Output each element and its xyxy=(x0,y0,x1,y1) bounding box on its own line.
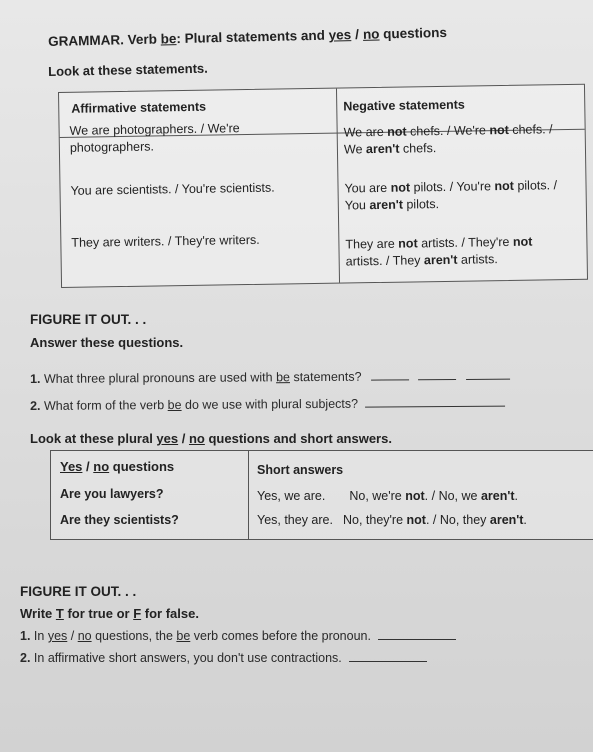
answer-blank[interactable] xyxy=(378,627,456,640)
true-false-instruction: Write T for true or F for false. xyxy=(20,606,199,621)
statements-table xyxy=(58,84,588,288)
short-answers-instruction: Look at these plural yes / no questions and short answers. xyxy=(30,431,392,446)
answer-blank[interactable] xyxy=(349,649,427,662)
affirmative-row-2: You are scientists. / You're scientists. xyxy=(70,180,275,198)
affirmative-row-1: We are photographers. / We're photographers. xyxy=(69,121,240,155)
affirmative-row-3: They are writers. / They're writers. xyxy=(71,232,260,250)
negative-row-1: We are not chefs. / We're not chefs. / We aren't chefs. xyxy=(343,122,553,157)
negative-header: Negative statements xyxy=(343,97,465,114)
statement-1: 1. In yes / no questions, the be verb comes before the pronoun. xyxy=(20,627,456,643)
short-answers-header: Short answers xyxy=(257,463,344,477)
question-1: 1. What three plural pronouns are used with be statements? xyxy=(30,367,510,386)
affirmative-header: Affirmative statements xyxy=(71,99,207,116)
table-divider-vertical xyxy=(248,451,249,539)
negative-row-2: You are not pilots. / You're not pilots. / You aren't pilots. xyxy=(344,178,558,213)
answer-blank[interactable] xyxy=(365,394,505,408)
yes-no-header: Yes / no questions xyxy=(60,459,175,474)
statement-2: 2. In affirmative short answers, you don't use contractions. xyxy=(20,649,427,665)
answer-cell-1: Yes, we are. No, we're not. / No, we aren't. xyxy=(257,489,518,503)
negative-row-3: They are not artists. / They're not artists. / They aren't artists. xyxy=(345,234,533,269)
answer-blank[interactable] xyxy=(371,367,409,380)
answer-cell-2: Yes, they are. No, they're not. / No, they aren't. xyxy=(257,513,527,527)
question-cell-1: Are you lawyers? xyxy=(60,487,164,501)
intro-instruction: Look at these statements. xyxy=(48,60,208,79)
answer-blank[interactable] xyxy=(466,367,510,380)
answer-blank[interactable] xyxy=(418,367,456,380)
page-title: GRAMMAR. Verb be: Plural statements and yes / no questions xyxy=(48,24,448,49)
answer-instruction: Answer these questions. xyxy=(30,335,184,350)
table-divider-vertical xyxy=(336,89,340,283)
figure-it-out-heading-1: FIGURE IT OUT. . . xyxy=(30,312,147,327)
question-cell-2: Are they scientists? xyxy=(60,513,179,527)
short-answers-table xyxy=(50,450,593,540)
figure-it-out-heading-2: FIGURE IT OUT. . . xyxy=(20,584,137,599)
question-2: 2. What form of the verb be do we use with plural subjects? xyxy=(30,394,506,413)
